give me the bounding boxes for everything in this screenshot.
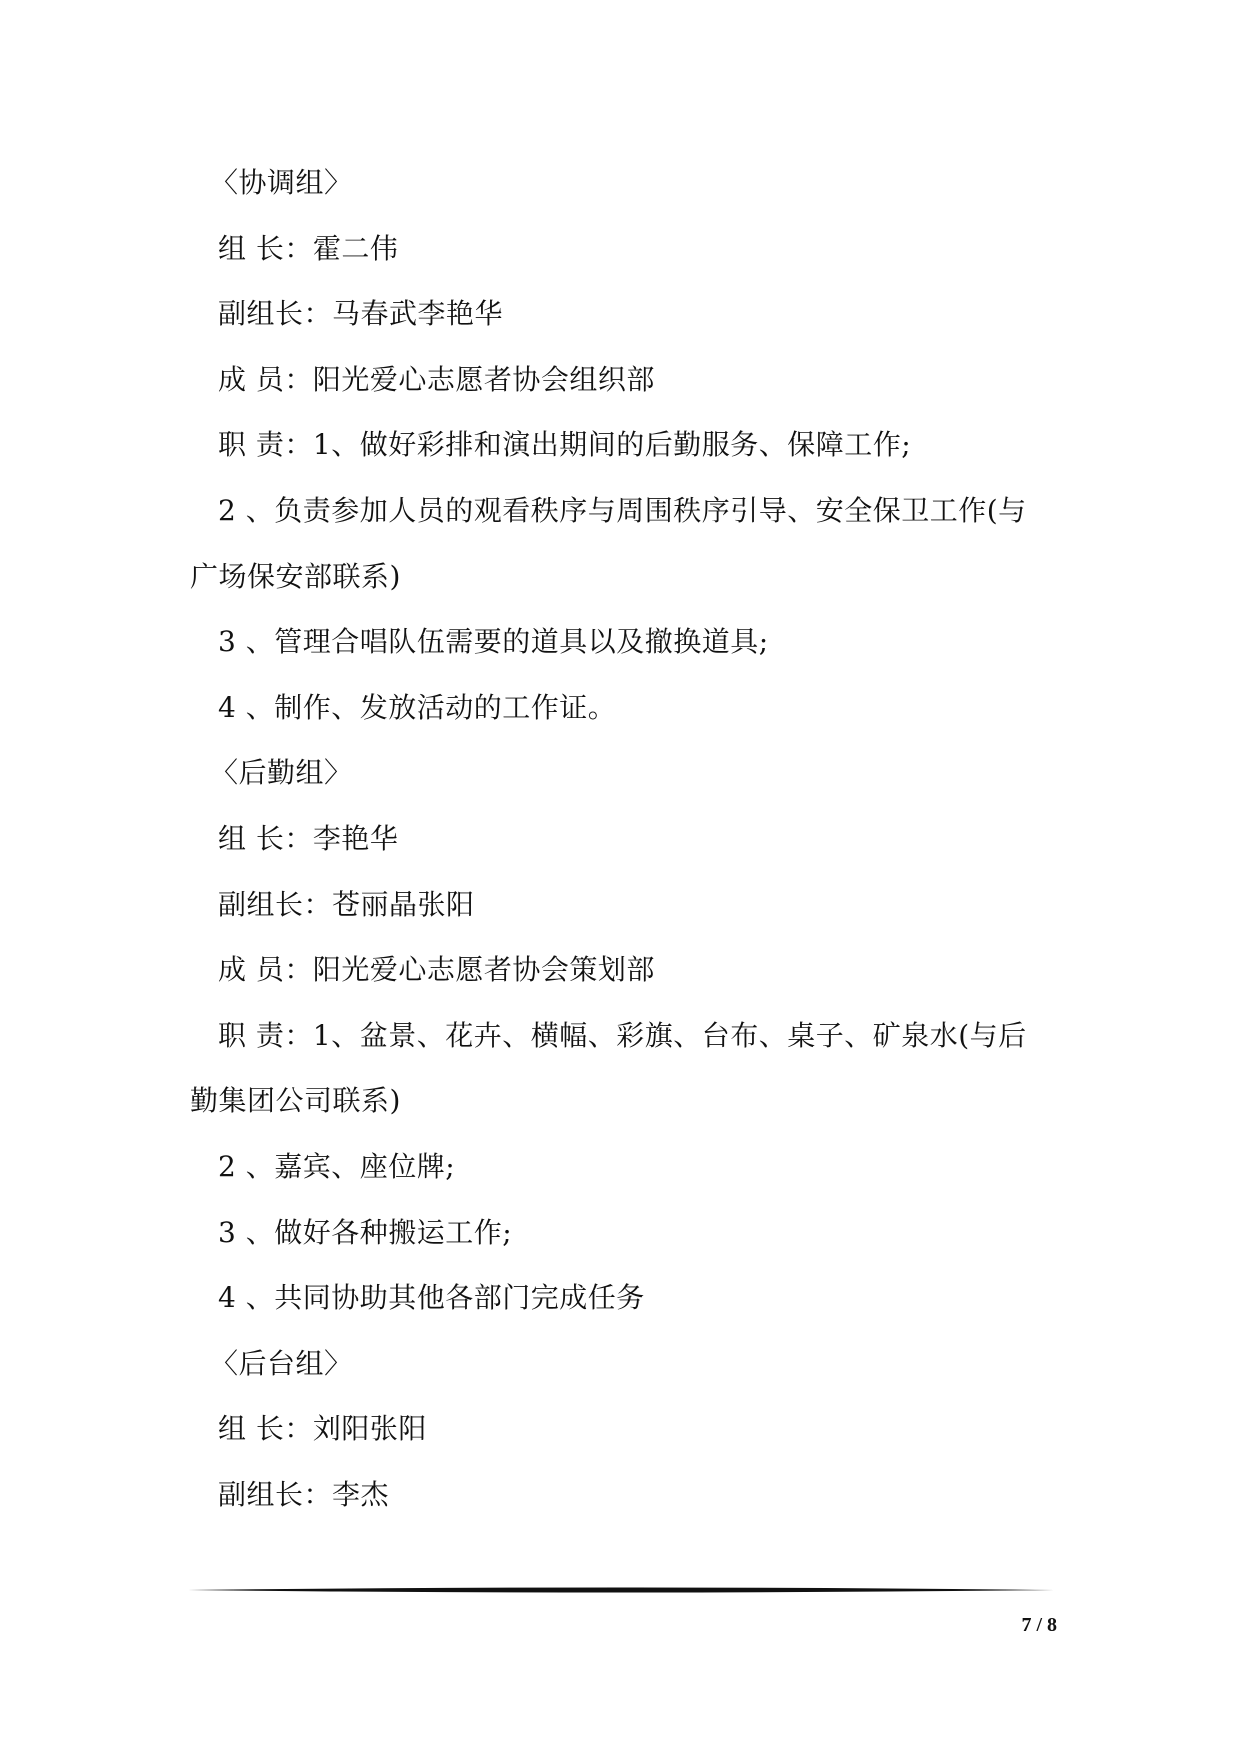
logistics-leader: 组 长：李艳华 (218, 821, 399, 855)
logistics-duty-2: 2 、嘉宾、座位牌; (218, 1149, 456, 1183)
section-heading-logistics: 〈后勤组〉 (210, 756, 353, 790)
coordination-leader: 组 长：霍二伟 (218, 231, 399, 265)
backstage-leader: 组 长：刘阳张阳 (218, 1412, 427, 1446)
section-heading-coordination: 〈协调组〉 (210, 166, 353, 199)
page-number: 7 / 8 (1021, 1614, 1057, 1636)
coordination-duty-4: 4 、制作、发放活动的工作证。 (218, 690, 617, 724)
coordination-deputy-leader: 副组长：马春武李艳华 (218, 297, 504, 331)
logistics-duty-4: 4 、共同协助其他各部门完成任务 (218, 1281, 645, 1315)
document-body (190, 150, 1060, 1527)
coordination-duty-2-continued: 广场保安部联系) (190, 559, 401, 593)
coordination-duty-3: 3 、管理合唱队伍需要的道具以及撤换道具; (218, 625, 769, 659)
logistics-deputy-leader: 副组长：苍丽晶张阳 (218, 887, 475, 921)
coordination-members: 成 员：阳光爱心志愿者协会组织部 (218, 362, 655, 396)
logistics-duty-1: 职 责：1、盆景、花卉、横幅、彩旗、台布、桌子、矿泉水(与后 (218, 1018, 1027, 1052)
backstage-deputy-leader: 副组长：李杰 (218, 1477, 390, 1511)
section-heading-backstage: 〈后台组〉 (210, 1346, 353, 1380)
logistics-duty-3: 3 、做好各种搬运工作; (218, 1215, 513, 1249)
logistics-duty-1-continued: 勤集团公司联系) (190, 1084, 401, 1118)
coordination-duty-2: 2 、负责参加人员的观看秩序与周围秩序引导、安全保卫工作(与 (218, 493, 1027, 527)
coordination-duty-1: 职 责：1、做好彩排和演出期间的后勤服务、保障工作; (218, 428, 912, 462)
logistics-members: 成 员：阳光爱心志愿者协会策划部 (218, 953, 655, 987)
